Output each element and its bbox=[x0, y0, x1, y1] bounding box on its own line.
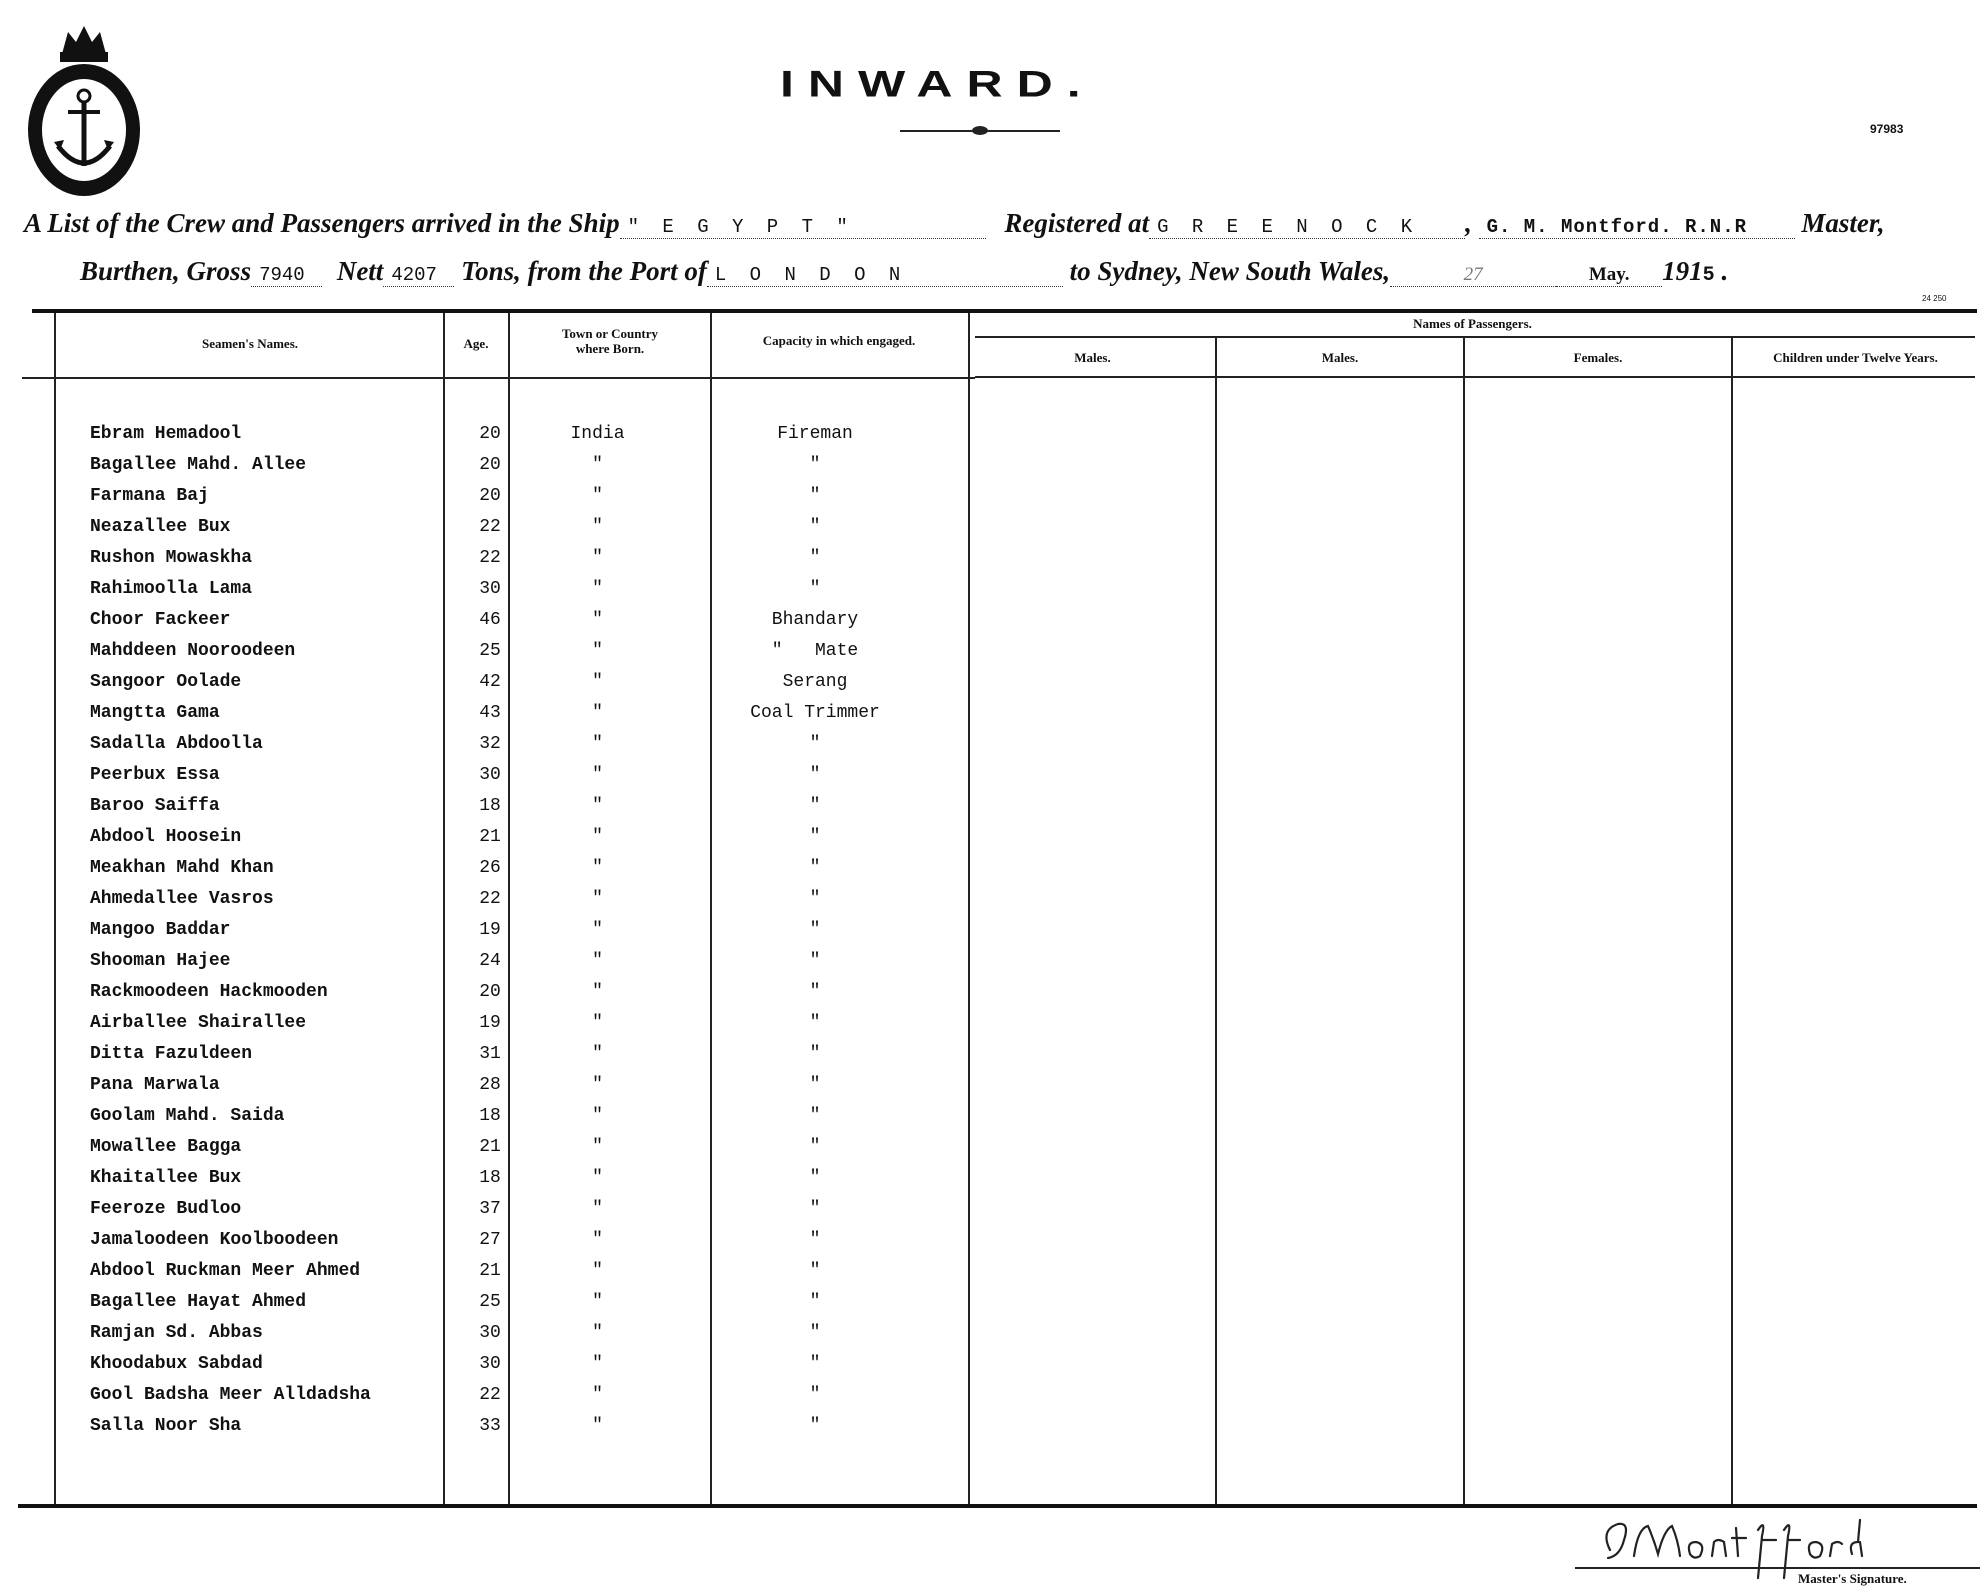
seaman-name: Goolam Mahd. Saida bbox=[90, 1106, 285, 1126]
header-bottom-rule bbox=[22, 377, 975, 379]
seaman-born: " bbox=[592, 734, 603, 754]
col-capacity: Capacity in which engaged. bbox=[762, 333, 916, 348]
seaman-age: 21 bbox=[479, 1261, 501, 1281]
table-row bbox=[0, 1075, 1000, 1105]
gross-tonnage: 7940 bbox=[251, 264, 322, 287]
seaman-capacity: " bbox=[809, 1416, 821, 1436]
table-row bbox=[0, 920, 1000, 950]
column-divider bbox=[1463, 337, 1465, 1504]
seaman-age: 30 bbox=[479, 579, 501, 599]
col-males-1: Males. bbox=[1074, 350, 1111, 365]
seaman-born: " bbox=[592, 796, 603, 816]
seaman-born: " bbox=[592, 641, 603, 661]
column-divider bbox=[1731, 337, 1733, 1504]
col-males-2: Males. bbox=[1321, 350, 1359, 365]
seaman-capacity: Bhandary bbox=[771, 610, 859, 630]
seaman-born: " bbox=[592, 1261, 603, 1281]
table-row bbox=[0, 672, 1000, 702]
seaman-born: " bbox=[592, 982, 603, 1002]
seaman-age: 37 bbox=[479, 1199, 501, 1219]
seaman-born: " bbox=[592, 610, 603, 630]
seaman-born: " bbox=[592, 703, 603, 723]
seaman-born: " bbox=[592, 1137, 603, 1157]
table-row bbox=[0, 1416, 1000, 1446]
seaman-born: " bbox=[592, 1199, 603, 1219]
seaman-age: 42 bbox=[479, 672, 501, 692]
seaman-age: 30 bbox=[479, 1354, 501, 1374]
seaman-name: Pana Marwala bbox=[90, 1075, 220, 1095]
table-row bbox=[0, 579, 1000, 609]
seaman-born: " bbox=[592, 455, 603, 475]
seaman-capacity: " bbox=[809, 455, 821, 475]
seaman-born: " bbox=[592, 827, 603, 847]
seaman-age: 20 bbox=[479, 424, 501, 444]
seaman-capacity: " bbox=[809, 889, 821, 909]
seaman-name: Abdool Hoosein bbox=[90, 827, 242, 847]
seaman-name: Bagallee Hayat Ahmed bbox=[90, 1292, 307, 1312]
seaman-capacity: " bbox=[809, 827, 821, 847]
seaman-name: Ditta Fazuldeen bbox=[90, 1044, 253, 1064]
seaman-name: Shooman Hajee bbox=[90, 951, 231, 971]
seaman-age: 30 bbox=[479, 1323, 501, 1343]
seaman-age: 22 bbox=[479, 548, 501, 568]
table-row bbox=[0, 1385, 1000, 1415]
arrival-day: 27 bbox=[1390, 264, 1556, 287]
seaman-age: 18 bbox=[479, 1106, 501, 1126]
table-row bbox=[0, 610, 1000, 640]
seaman-age: 22 bbox=[479, 889, 501, 909]
seaman-age: 19 bbox=[479, 920, 501, 940]
seaman-name: Airballee Shairallee bbox=[90, 1013, 307, 1033]
seaman-name: Sadalla Abdoolla bbox=[90, 734, 263, 754]
seaman-capacity: " bbox=[809, 734, 821, 754]
table-row bbox=[0, 889, 1000, 919]
seaman-age: 31 bbox=[479, 1044, 501, 1064]
seaman-born: " bbox=[592, 951, 603, 971]
list-prefix: A List of the Crew and Passengers arrived in the Ship bbox=[24, 208, 620, 238]
seaman-age: 25 bbox=[479, 641, 501, 661]
anchor-crown-seal-icon bbox=[24, 18, 144, 198]
seaman-age: 27 bbox=[479, 1230, 501, 1250]
seaman-age: 32 bbox=[479, 734, 501, 754]
col-town-born: Town or Country where Born. bbox=[561, 326, 659, 356]
seaman-name: Salla Noor Sha bbox=[90, 1416, 242, 1436]
seaman-name: Khoodabux Sabdad bbox=[90, 1354, 263, 1374]
header-line-1: A List of the Crew and Passengers arrived in the Ship " E G Y P T " Registered at G R E E N O C K , G. M. Montford. R.N.R Master, bbox=[24, 208, 1885, 238]
seaman-name: Rushon Mowaskha bbox=[90, 548, 253, 568]
nett-tonnage: 4207 bbox=[383, 264, 454, 287]
seaman-age: 25 bbox=[479, 1292, 501, 1312]
table-row bbox=[0, 858, 1000, 888]
seaman-age: 46 bbox=[479, 610, 501, 630]
seaman-capacity: " bbox=[809, 796, 821, 816]
from-port: L O N D O N bbox=[707, 264, 1063, 287]
form-reference: 24 250 bbox=[1922, 294, 1947, 303]
seaman-name: Ebram Hemadool bbox=[90, 424, 242, 444]
seaman-capacity: " bbox=[809, 1044, 821, 1064]
seaman-born: " bbox=[592, 889, 603, 909]
seaman-capacity: " bbox=[809, 486, 821, 506]
seaman-capacity: " bbox=[809, 1230, 821, 1250]
seaman-name: Rackmoodeen Hackmooden bbox=[90, 982, 328, 1002]
seaman-age: 28 bbox=[479, 1075, 501, 1095]
seaman-capacity: " bbox=[809, 765, 821, 785]
table-row bbox=[0, 486, 1000, 516]
seaman-age: 19 bbox=[479, 1013, 501, 1033]
seaman-born: " bbox=[592, 1323, 603, 1343]
seaman-name: Mangtta Gama bbox=[90, 703, 220, 723]
seaman-name: Abdool Ruckman Meer Ahmed bbox=[90, 1261, 361, 1281]
title-ornament-dot bbox=[972, 126, 988, 135]
master-signature-handwriting bbox=[1590, 1510, 1880, 1580]
arrival-month: May. bbox=[1556, 264, 1662, 287]
table-row bbox=[0, 1044, 1000, 1074]
seaman-born: " bbox=[592, 765, 603, 785]
seaman-age: 18 bbox=[479, 1168, 501, 1188]
seaman-born: " bbox=[592, 1354, 603, 1374]
seaman-name: Sangoor Oolade bbox=[90, 672, 242, 692]
burthen-label: Burthen, Gross bbox=[80, 256, 252, 286]
seaman-name: Mowallee Bagga bbox=[90, 1137, 242, 1157]
table-bottom-rule bbox=[18, 1504, 1977, 1508]
seaman-name: Meakhan Mahd Khan bbox=[90, 858, 274, 878]
seaman-capacity: " bbox=[809, 1261, 821, 1281]
registered-port: G R E E N O C K bbox=[1149, 216, 1465, 239]
seaman-capacity: " bbox=[809, 951, 821, 971]
table-row bbox=[0, 951, 1000, 981]
table-row bbox=[0, 827, 1000, 857]
registered-label: Registered at bbox=[1004, 208, 1150, 238]
master-name: G. M. Montford. R.N.R bbox=[1479, 216, 1795, 239]
signature-label: Master's Signature. bbox=[1798, 1571, 1907, 1586]
seaman-name: Mahddeen Nooroodeen bbox=[90, 641, 296, 661]
seaman-name: Baroo Saiffa bbox=[90, 796, 220, 816]
seaman-name: Khaitallee Bux bbox=[90, 1168, 242, 1188]
table-row bbox=[0, 548, 1000, 578]
seaman-born: " bbox=[592, 486, 603, 506]
seaman-born: " bbox=[592, 920, 603, 940]
seaman-born: " bbox=[592, 1230, 603, 1250]
seaman-capacity: " bbox=[809, 1199, 821, 1219]
ship-name: " E G Y P T " bbox=[620, 216, 986, 239]
seaman-capacity: " bbox=[809, 1106, 821, 1126]
table-row bbox=[0, 1230, 1000, 1260]
seaman-capacity: " bbox=[809, 1354, 821, 1374]
seaman-capacity: " bbox=[809, 1075, 821, 1095]
seaman-born: " bbox=[592, 672, 603, 692]
tons-label: Tons, from the Port of bbox=[461, 256, 707, 286]
seaman-capacity: " bbox=[809, 982, 821, 1002]
table-row bbox=[0, 1013, 1000, 1043]
seaman-capacity: " bbox=[809, 548, 821, 568]
seaman-born: India bbox=[570, 424, 625, 444]
seaman-age: 20 bbox=[479, 486, 501, 506]
col-children: Children under Twelve Years. bbox=[1773, 350, 1938, 365]
header-period: . bbox=[1721, 256, 1729, 286]
seaman-name: Gool Badsha Meer Alldadsha bbox=[90, 1385, 371, 1405]
table-row bbox=[0, 1199, 1000, 1229]
seaman-capacity: Serang bbox=[782, 672, 848, 692]
seaman-born: " bbox=[592, 548, 603, 568]
year-prefix: 191 bbox=[1662, 256, 1703, 286]
seaman-capacity: " bbox=[809, 517, 821, 537]
seaman-name: Neazallee Bux bbox=[90, 517, 231, 537]
seaman-born: " bbox=[592, 1385, 603, 1405]
col-seamen-names: Seamen's Names. bbox=[201, 336, 299, 351]
table-top-rule bbox=[32, 309, 1977, 313]
table-row bbox=[0, 517, 1000, 547]
seaman-age: 21 bbox=[479, 827, 501, 847]
seaman-capacity: " bbox=[809, 858, 821, 878]
table-row bbox=[0, 1106, 1000, 1136]
col-passengers-group: Names of Passengers. bbox=[1413, 316, 1532, 331]
seaman-name: Feeroze Budloo bbox=[90, 1199, 242, 1219]
year-suffix: 5 bbox=[1702, 264, 1715, 287]
seaman-capacity: " bbox=[809, 920, 821, 940]
signature-line bbox=[1575, 1567, 1980, 1569]
seaman-name: Farmana Baj bbox=[90, 486, 209, 506]
seaman-capacity: Fireman bbox=[777, 424, 853, 444]
table-row bbox=[0, 1137, 1000, 1167]
table-row bbox=[0, 455, 1000, 485]
seaman-age: 20 bbox=[479, 982, 501, 1002]
table-row bbox=[0, 796, 1000, 826]
table-row bbox=[0, 703, 1000, 733]
table-row bbox=[0, 1261, 1000, 1291]
table-row bbox=[0, 765, 1000, 795]
seaman-born: " bbox=[592, 1075, 603, 1095]
table-row bbox=[0, 1354, 1000, 1384]
seaman-born: " bbox=[592, 1013, 603, 1033]
passenger-header-rule bbox=[975, 376, 1975, 378]
seaman-born: " bbox=[592, 858, 603, 878]
passenger-group-rule bbox=[975, 336, 1975, 338]
seaman-capacity: " bbox=[809, 1137, 821, 1157]
seaman-name: Ahmedallee Vasros bbox=[90, 889, 274, 909]
seaman-name: Jamaloodeen Koolboodeen bbox=[90, 1230, 339, 1250]
seaman-age: 33 bbox=[479, 1416, 501, 1436]
seaman-name: Mangoo Baddar bbox=[90, 920, 231, 940]
seaman-age: 22 bbox=[479, 1385, 501, 1405]
table-row bbox=[0, 641, 1000, 671]
seaman-age: 24 bbox=[479, 951, 501, 971]
seaman-name: Rahimoolla Lama bbox=[90, 579, 253, 599]
reference-number: 97983 bbox=[1870, 122, 1904, 136]
table-row bbox=[0, 1323, 1000, 1353]
seaman-capacity: " bbox=[809, 1292, 821, 1312]
to-label: to Sydney, New South Wales, bbox=[1069, 256, 1391, 286]
seaman-age: 43 bbox=[479, 703, 501, 723]
seaman-born: " bbox=[592, 1292, 603, 1312]
document-title: INWARD. bbox=[780, 62, 1095, 105]
seaman-capacity: " bbox=[809, 1168, 821, 1188]
table-row bbox=[0, 1292, 1000, 1322]
seaman-capacity: " bbox=[809, 1385, 821, 1405]
table-row bbox=[0, 982, 1000, 1012]
seaman-capacity: Coal Trimmer bbox=[750, 703, 880, 723]
seaman-born: " bbox=[592, 1416, 603, 1436]
column-divider bbox=[1215, 337, 1217, 1504]
seaman-capacity: " bbox=[809, 1323, 821, 1343]
seaman-capacity: " Mate bbox=[771, 641, 859, 661]
master-label: Master, bbox=[1801, 208, 1885, 238]
header-line-2 bbox=[80, 256, 1728, 287]
seaman-capacity: " bbox=[809, 579, 821, 599]
table-row bbox=[0, 734, 1000, 764]
seaman-born: " bbox=[592, 579, 603, 599]
seaman-born: " bbox=[592, 1168, 603, 1188]
seaman-name: Peerbux Essa bbox=[90, 765, 220, 785]
table-row bbox=[0, 424, 1000, 454]
col-females: Females. bbox=[1573, 350, 1623, 365]
seaman-age: 30 bbox=[479, 765, 501, 785]
seaman-capacity: " bbox=[809, 1013, 821, 1033]
seaman-age: 21 bbox=[479, 1137, 501, 1157]
seaman-born: " bbox=[592, 517, 603, 537]
seaman-age: 18 bbox=[479, 796, 501, 816]
seaman-age: 22 bbox=[479, 517, 501, 537]
seaman-name: Choor Fackeer bbox=[90, 610, 231, 630]
table-row bbox=[0, 1168, 1000, 1198]
col-age: Age. bbox=[463, 336, 489, 351]
seaman-age: 26 bbox=[479, 858, 501, 878]
nett-label: Nett bbox=[336, 256, 384, 286]
seaman-born: " bbox=[592, 1044, 603, 1064]
seaman-age: 20 bbox=[479, 455, 501, 475]
seaman-born: " bbox=[592, 1106, 603, 1126]
seaman-name: Ramjan Sd. Abbas bbox=[90, 1323, 263, 1343]
seaman-name: Bagallee Mahd. Allee bbox=[90, 455, 307, 475]
